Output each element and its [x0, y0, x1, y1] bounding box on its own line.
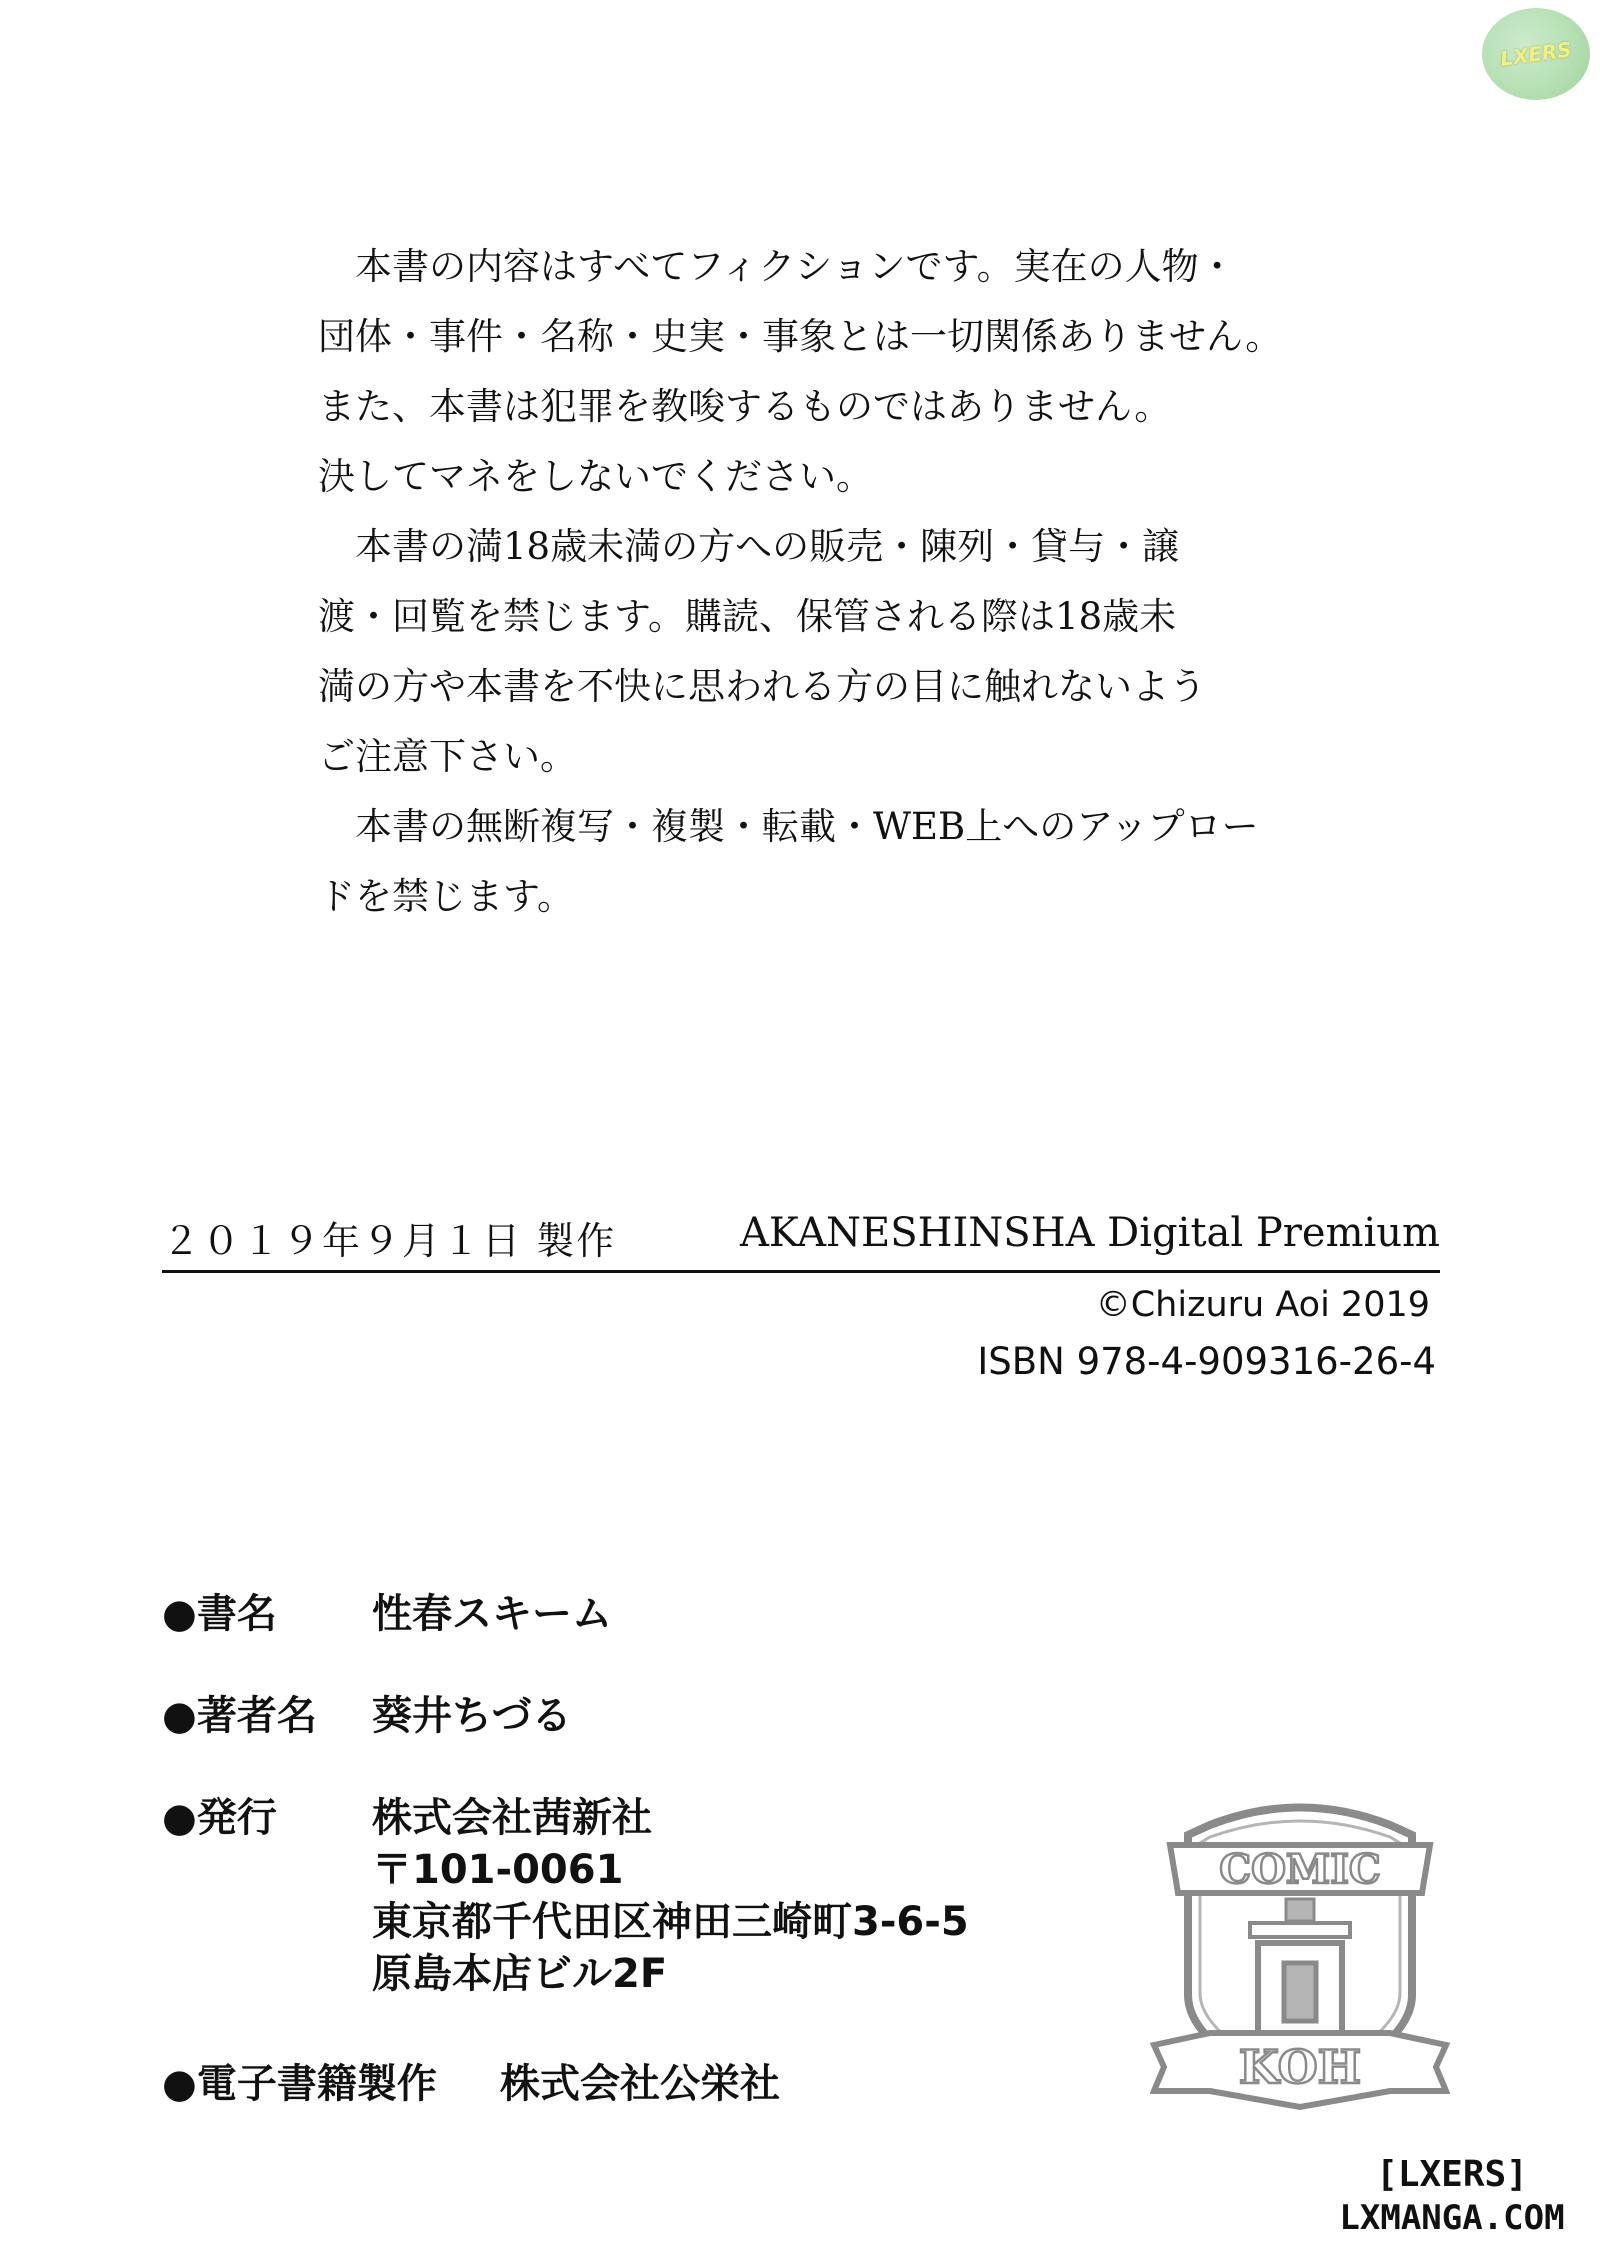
disclaimer-line: 決してマネをしないでください。	[318, 455, 873, 498]
publisher-street: 東京都千代田区神田三崎町3-6-5	[372, 1899, 969, 1945]
lxers-watermark-top	[1482, 8, 1590, 100]
isbn: ISBN 978-4-909316-26-4	[977, 1340, 1436, 1383]
disclaimer-line: ご注意下さい。	[318, 735, 577, 778]
lxers-watermark-text: LXERS	[1498, 37, 1574, 71]
disclaimer-line: また、本書は犯罪を教唆するものではありません。	[318, 385, 1172, 428]
logo-top-text: COMIC	[1219, 1846, 1381, 1893]
disclaimer-line: 団体・事件・名称・史実・事象とは一切関係ありません。	[318, 315, 1283, 358]
publisher-label: ●発行	[162, 1795, 277, 1841]
publisher-postal-code: 〒101-0061	[372, 1847, 624, 1893]
copyright-notice: ©Chizuru Aoi 2019	[1095, 1285, 1430, 1325]
author-label: ●著者名	[162, 1693, 317, 1739]
logo-bottom-text: KOH	[1238, 2040, 1362, 2094]
lxmanga-watermark	[1336, 2154, 1568, 2242]
production-date: ２０１９年９月１日 製作	[162, 1219, 617, 1263]
watermark-brand: [LXERS]	[1376, 2154, 1528, 2195]
production-divider	[162, 1270, 1440, 1273]
disclaimer-line: 本書の満18歳未満の方への販売・陳列・貸与・譲	[318, 525, 1180, 568]
ebook-production-value: 株式会社公栄社	[500, 2061, 780, 2107]
disclaimer-block	[318, 232, 1298, 932]
disclaimer-line: 本書の無断複写・複製・転載・WEB上へのアップロー	[318, 805, 1259, 848]
publisher-building: 原島本店ビル2F	[372, 1951, 668, 1997]
digital-publisher: AKANESHINSHA Digital Premium	[739, 1210, 1440, 1256]
comic-koh-logo	[1150, 1795, 1450, 2125]
ebook-production-label: ●電子書籍製作	[162, 2061, 437, 2107]
watermark-site: LXMANGA.COM	[1339, 2198, 1565, 2238]
author-value: 葵井ちづる	[372, 1693, 572, 1739]
title-value: 性春スキーム	[372, 1591, 612, 1637]
disclaimer-line: 渡・回覧を禁じます。購読、保管される際は18歳未	[318, 595, 1177, 638]
disclaimer-line: ドを禁じます。	[318, 875, 575, 918]
disclaimer-line: 本書の内容はすべてフィクションです。実在の人物・	[318, 245, 1236, 288]
title-label: ●書名	[162, 1591, 277, 1637]
publisher-address	[372, 1792, 969, 2000]
disclaimer-line: 満の方や本書を不快に思われる方の目に触れないよう	[318, 665, 1206, 708]
publisher-name: 株式会社茜新社	[372, 1795, 652, 1841]
